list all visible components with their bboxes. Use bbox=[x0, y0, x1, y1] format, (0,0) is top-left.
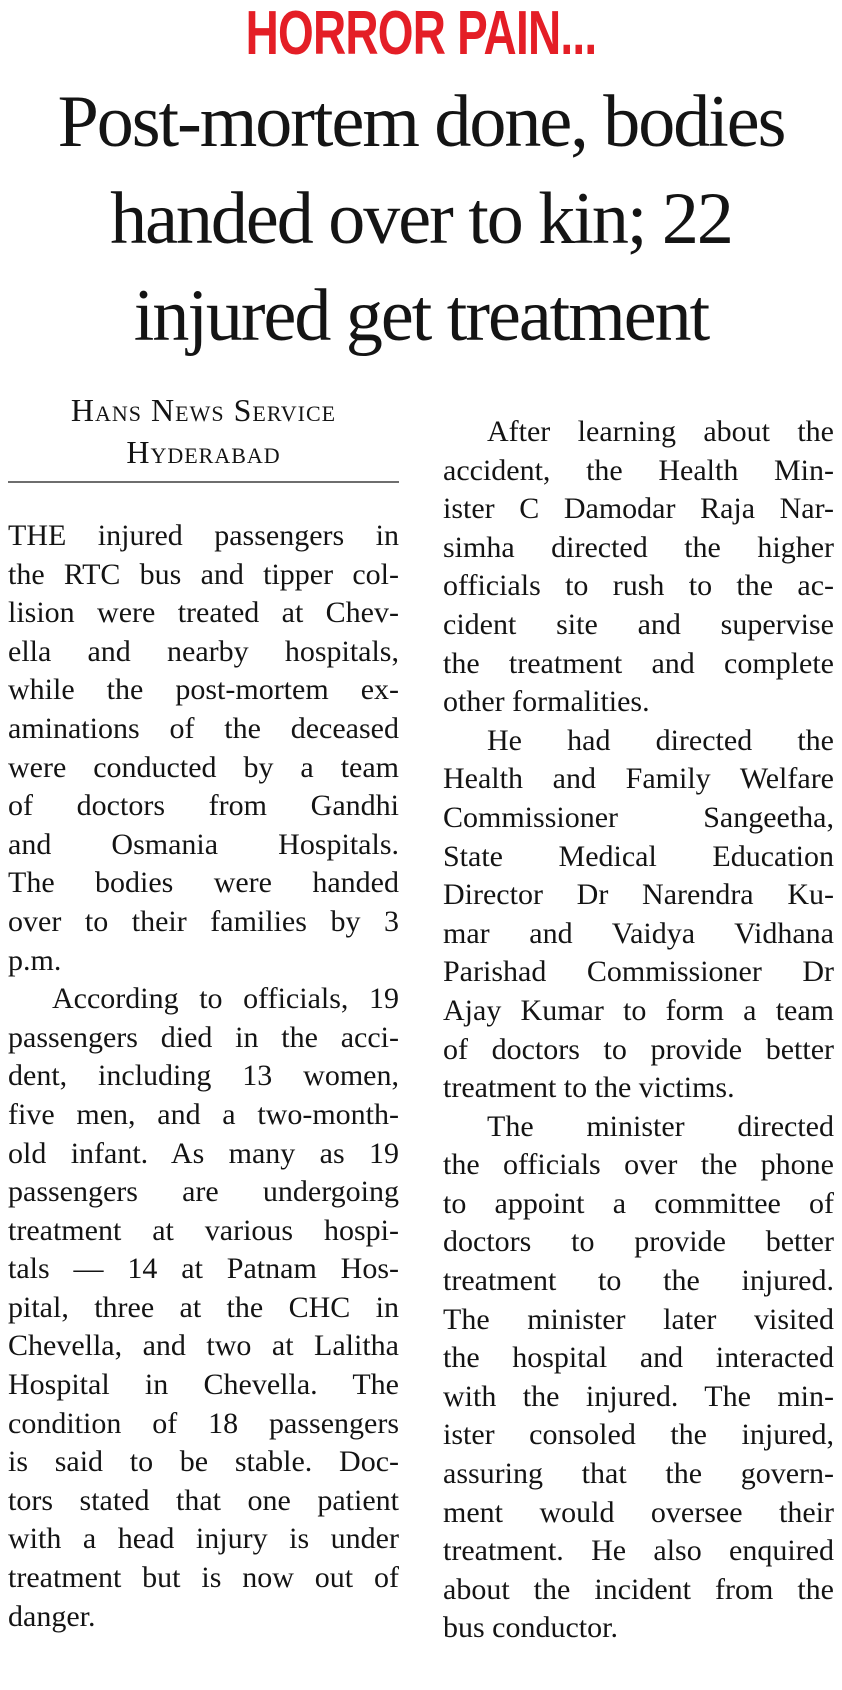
text-line: Hospital in Chevella. The bbox=[8, 1368, 399, 1402]
text-line: ister C Damodar Raja Nar- bbox=[443, 492, 834, 526]
text-line: tals — 14 at Patnam Hos- bbox=[8, 1252, 399, 1286]
text-line: lision were treated at Chev- bbox=[8, 596, 399, 630]
text-line: is said to be stable. Doc- bbox=[8, 1445, 399, 1479]
column-right bbox=[443, 383, 834, 1648]
text-line: accident, the Health Min- bbox=[443, 453, 834, 487]
byline-agency: Hans News Service bbox=[70, 392, 337, 428]
text-line: tors stated that one patient bbox=[8, 1483, 399, 1517]
text-line: passengers are undergoing bbox=[8, 1175, 399, 1209]
text-line: over to their families by 3 bbox=[8, 904, 399, 938]
byline bbox=[8, 389, 399, 473]
text-line: cident site and supervise bbox=[443, 607, 834, 641]
text-line: with a head injury is under bbox=[8, 1522, 399, 1556]
column-right-text bbox=[443, 413, 834, 1648]
paragraph bbox=[8, 980, 399, 1636]
byline-city: Hyderabad bbox=[126, 434, 281, 470]
article-columns bbox=[0, 383, 842, 1648]
text-line: Parishad Commissioner Dr bbox=[443, 955, 834, 989]
text-line: He had directed the bbox=[487, 723, 834, 757]
headline-line: injured get treatment bbox=[133, 275, 709, 357]
text-line: According to officials, 19 bbox=[52, 982, 399, 1016]
kicker-row bbox=[0, 0, 842, 66]
text-line: other formalities. bbox=[443, 685, 650, 719]
text-line: treatment. He also enquired bbox=[443, 1534, 834, 1568]
text-line: bus conductor. bbox=[443, 1611, 618, 1645]
text-line: The minister later visited bbox=[443, 1302, 834, 1336]
text-line: of doctors to provide better bbox=[443, 1032, 834, 1066]
text-line: condition of 18 passengers bbox=[8, 1406, 399, 1440]
text-line: the RTC bus and tipper col- bbox=[8, 557, 399, 591]
text-line: were conducted by a team bbox=[8, 750, 399, 784]
article-headline bbox=[0, 74, 842, 365]
text-line: the officials over the phone bbox=[443, 1148, 834, 1182]
paragraph bbox=[443, 413, 834, 722]
paragraph bbox=[8, 517, 399, 980]
text-line: of doctors from Gandhi bbox=[8, 789, 399, 823]
paragraph bbox=[443, 1108, 834, 1648]
text-line: simha directed the higher bbox=[443, 530, 834, 564]
text-line: the treatment and complete bbox=[443, 646, 834, 680]
kicker-headline: HORROR PAIN... bbox=[245, 0, 597, 68]
text-line: State Medical Education bbox=[443, 839, 834, 873]
text-line: treatment but is now out of bbox=[8, 1561, 399, 1595]
text-line: while the post-mortem ex- bbox=[8, 673, 399, 707]
text-line: treatment at various hospi- bbox=[8, 1213, 399, 1247]
text-line: aminations of the deceased bbox=[8, 711, 399, 745]
text-line: officials to rush to the ac- bbox=[443, 569, 834, 603]
column-left-text bbox=[8, 517, 399, 1636]
text-line: After learning about the bbox=[487, 415, 834, 448]
text-line: the hospital and interacted bbox=[443, 1341, 834, 1375]
text-line: THE injured passengers in bbox=[8, 519, 399, 552]
text-line: doctors to provide better bbox=[443, 1225, 834, 1259]
text-line: ister consoled the injured, bbox=[443, 1418, 834, 1452]
text-line: ment would oversee their bbox=[443, 1495, 834, 1529]
text-line: assuring that the govern- bbox=[443, 1457, 834, 1491]
text-line: and Osmania Hospitals. bbox=[8, 827, 399, 861]
column-left bbox=[8, 383, 399, 1648]
text-line: treatment to the victims. bbox=[443, 1071, 735, 1105]
paragraph bbox=[443, 722, 834, 1108]
text-line: Health and Family Welfare bbox=[443, 762, 834, 796]
text-line: about the incident from the bbox=[443, 1572, 834, 1606]
text-line: Ajay Kumar to form a team bbox=[443, 993, 834, 1027]
text-line: pital, three at the CHC in bbox=[8, 1290, 399, 1324]
headline-line: handed over to kin; 22 bbox=[110, 178, 732, 260]
text-line: The minister directed bbox=[487, 1109, 834, 1143]
text-line: ella and nearby hospitals, bbox=[8, 634, 399, 668]
text-line: dent, including 13 women, bbox=[8, 1059, 399, 1093]
text-line: with the injured. The min- bbox=[443, 1379, 834, 1413]
text-line: mar and Vaidya Vidhana bbox=[443, 916, 834, 950]
text-line: The bodies were handed bbox=[8, 866, 399, 900]
text-line: five men, and a two-month- bbox=[8, 1097, 399, 1131]
text-line: p.m. bbox=[8, 943, 62, 977]
text-line: treatment to the injured. bbox=[443, 1264, 834, 1298]
byline-divider bbox=[8, 481, 399, 483]
text-line: Director Dr Narendra Ku- bbox=[443, 878, 834, 912]
text-line: passengers died in the acci- bbox=[8, 1020, 399, 1054]
text-line: Chevella, and two at Lalitha bbox=[8, 1329, 399, 1363]
text-line: to appoint a committee of bbox=[443, 1186, 834, 1220]
text-line: old infant. As many as 19 bbox=[8, 1136, 399, 1170]
text-line: Commissioner Sangeetha, bbox=[443, 800, 834, 834]
text-line: danger. bbox=[8, 1599, 96, 1633]
headline-line: Post-mortem done, bodies bbox=[57, 81, 785, 163]
